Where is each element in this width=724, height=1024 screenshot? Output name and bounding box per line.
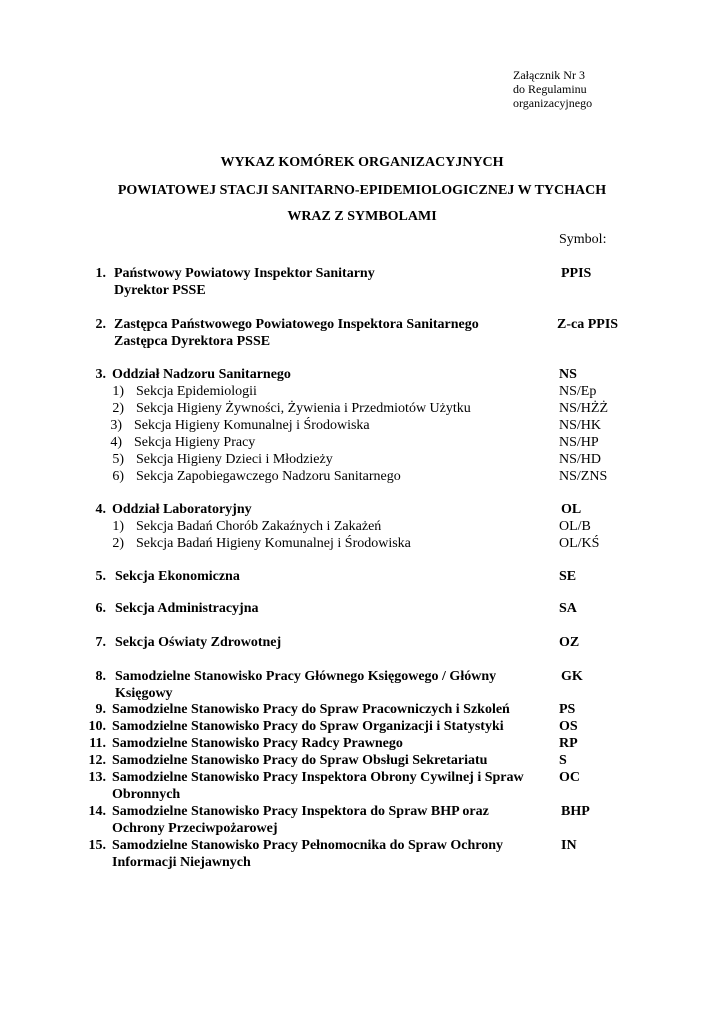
- title-line-1: WYKAZ KOMÓREK ORGANIZACYJNYCH: [220, 155, 504, 170]
- unit-symbol: SA: [559, 601, 577, 616]
- unit-number: 15.: [88, 838, 106, 853]
- subunit-name: Sekcja Zapobiegawczego Nadzoru Sanitarnego: [136, 469, 401, 484]
- unit-symbol: BHP: [561, 804, 590, 819]
- unit-symbol: S: [559, 753, 567, 768]
- subunit-name: Sekcja Higieny Dzieci i Młodzieży: [136, 452, 333, 467]
- subunit-number: 1): [112, 384, 124, 399]
- title-line-3: WRAZ Z SYMBOLAMI: [287, 209, 437, 224]
- unit-number: 10.: [88, 719, 106, 734]
- subunit-number: 4): [110, 435, 122, 450]
- subunit-symbol: NS/HK: [559, 418, 602, 433]
- subunit-symbol: NS/HP: [559, 435, 599, 450]
- subunit-symbol: NS/Ep: [559, 384, 597, 399]
- unit-name: Oddział Nadzoru Sanitarnego: [112, 367, 291, 382]
- unit-name-line-1: Samodzielne Stanowisko Pracy Inspektora Obrony Cywilnej i Spraw: [112, 770, 524, 785]
- unit-name: Sekcja Ekonomiczna: [115, 569, 240, 584]
- unit-symbol: IN: [561, 838, 577, 853]
- unit-symbol: OS: [559, 719, 578, 734]
- subunit-name: Sekcja Badań Chorób Zakaźnych i Zakażeń: [136, 519, 382, 534]
- attachment-line-1: Załącznik Nr 3: [513, 68, 585, 82]
- unit-name-line-1: Samodzielne Stanowisko Pracy Pełnomocnika do Spraw Ochrony: [112, 838, 503, 853]
- subunit-number: 1): [112, 519, 124, 534]
- unit-name: Samodzielne Stanowisko Pracy do Spraw Organizacji i Statystyki: [112, 719, 504, 734]
- subunit-symbol: OL/KŚ: [559, 536, 600, 551]
- unit-number: 5.: [95, 569, 106, 584]
- unit-symbol: GK: [561, 669, 583, 684]
- unit-number: 2.: [95, 317, 106, 332]
- title-line-2: POWIATOWEJ STACJI SANITARNO-EPIDEMIOLOGICZNEJ W TYCHACH: [117, 183, 607, 198]
- subunit-name: Sekcja Badań Higieny Komunalnej i Środowiska: [136, 536, 411, 551]
- subunit-number: 6): [112, 469, 124, 484]
- unit-name-line-1: Państwowy Powiatowy Inspektor Sanitarny: [114, 266, 375, 281]
- unit-symbol: RP: [559, 736, 578, 751]
- unit-name-line-2: Ochrony Przeciwpożarowej: [112, 821, 278, 836]
- unit-number: 8.: [95, 669, 106, 684]
- unit-symbol: Z-ca PPIS: [557, 317, 619, 332]
- unit-number: 13.: [88, 770, 106, 785]
- unit-number: 9.: [95, 702, 106, 717]
- unit-name: [112, 769, 524, 803]
- unit-name: [114, 265, 375, 299]
- unit-number: 11.: [89, 736, 106, 751]
- unit-symbol: OL: [561, 502, 582, 517]
- unit-name-line-1: Samodzielne Stanowisko Pracy Inspektora do Spraw BHP oraz: [112, 804, 489, 819]
- unit-name: Samodzielne Stanowisko Pracy Radcy Prawnego: [112, 736, 403, 751]
- unit-name-line-2: Informacji Niejawnych: [112, 855, 251, 870]
- unit-name-line-2: Zastępca Dyrektora PSSE: [114, 334, 271, 349]
- unit-number: 7.: [95, 635, 106, 650]
- subunit-symbol: OL/B: [559, 519, 591, 534]
- unit-number: 3.: [95, 367, 106, 382]
- unit-name: Sekcja Oświaty Zdrowotnej: [115, 635, 282, 650]
- unit-name: Samodzielne Stanowisko Pracy do Spraw Obsługi Sekretariatu: [112, 753, 488, 768]
- unit-name: [115, 668, 496, 702]
- unit-name-line-2: Dyrektor PSSE: [114, 283, 206, 298]
- subunit-symbol: NS/HŻŻ: [559, 401, 608, 416]
- unit-name: Sekcja Administracyjna: [115, 601, 259, 616]
- unit-symbol: OZ: [559, 635, 580, 650]
- unit-number: 12.: [88, 753, 106, 768]
- unit-name-line-1: Zastępca Państwowego Powiatowego Inspektora Sanitarnego: [114, 317, 479, 332]
- subunit-name: Sekcja Higieny Komunalnej i Środowiska: [134, 418, 370, 433]
- unit-number: 1.: [95, 266, 106, 281]
- subunit-number: 2): [112, 401, 124, 416]
- subunit-name: Sekcja Higieny Żywności, Żywienia i Przedmiotów Użytku: [136, 401, 471, 416]
- subunit-number: 2): [112, 536, 124, 551]
- unit-symbol: SE: [559, 569, 577, 584]
- subunit-number: 3): [110, 418, 122, 433]
- unit-name: [114, 316, 479, 350]
- unit-name-line-1: Samodzielne Stanowisko Pracy Głównego Księgowego / Główny: [115, 669, 497, 684]
- unit-number: 14.: [88, 804, 106, 819]
- unit-symbol: OC: [559, 770, 580, 785]
- subunit-symbol: NS/ZNS: [559, 469, 608, 484]
- subunit-name: Sekcja Higieny Pracy: [134, 435, 256, 450]
- unit-symbol: PS: [559, 702, 576, 717]
- unit-name: Samodzielne Stanowisko Pracy do Spraw Pracowniczych i Szkoleń: [112, 702, 510, 717]
- unit-name: Oddział Laboratoryjny: [112, 502, 252, 517]
- attachment-note: [513, 68, 592, 110]
- subunit-symbol: NS/HD: [559, 452, 602, 467]
- subunit-number: 5): [112, 452, 124, 467]
- attachment-line-3: organizacyjnego: [513, 96, 593, 110]
- unit-name: [112, 837, 503, 871]
- unit-symbol: PPIS: [561, 266, 592, 281]
- unit-number: 6.: [95, 601, 106, 616]
- symbol-column-header: Symbol:: [559, 232, 607, 247]
- subunit-name: Sekcja Epidemiologii: [136, 384, 257, 399]
- attachment-line-2: do Regulaminu: [513, 82, 587, 96]
- unit-symbol: NS: [559, 367, 577, 382]
- unit-name: [112, 803, 489, 837]
- unit-name-line-2: Księgowy: [115, 686, 173, 701]
- unit-name-line-2: Obronnych: [112, 787, 181, 802]
- unit-number: 4.: [95, 502, 106, 517]
